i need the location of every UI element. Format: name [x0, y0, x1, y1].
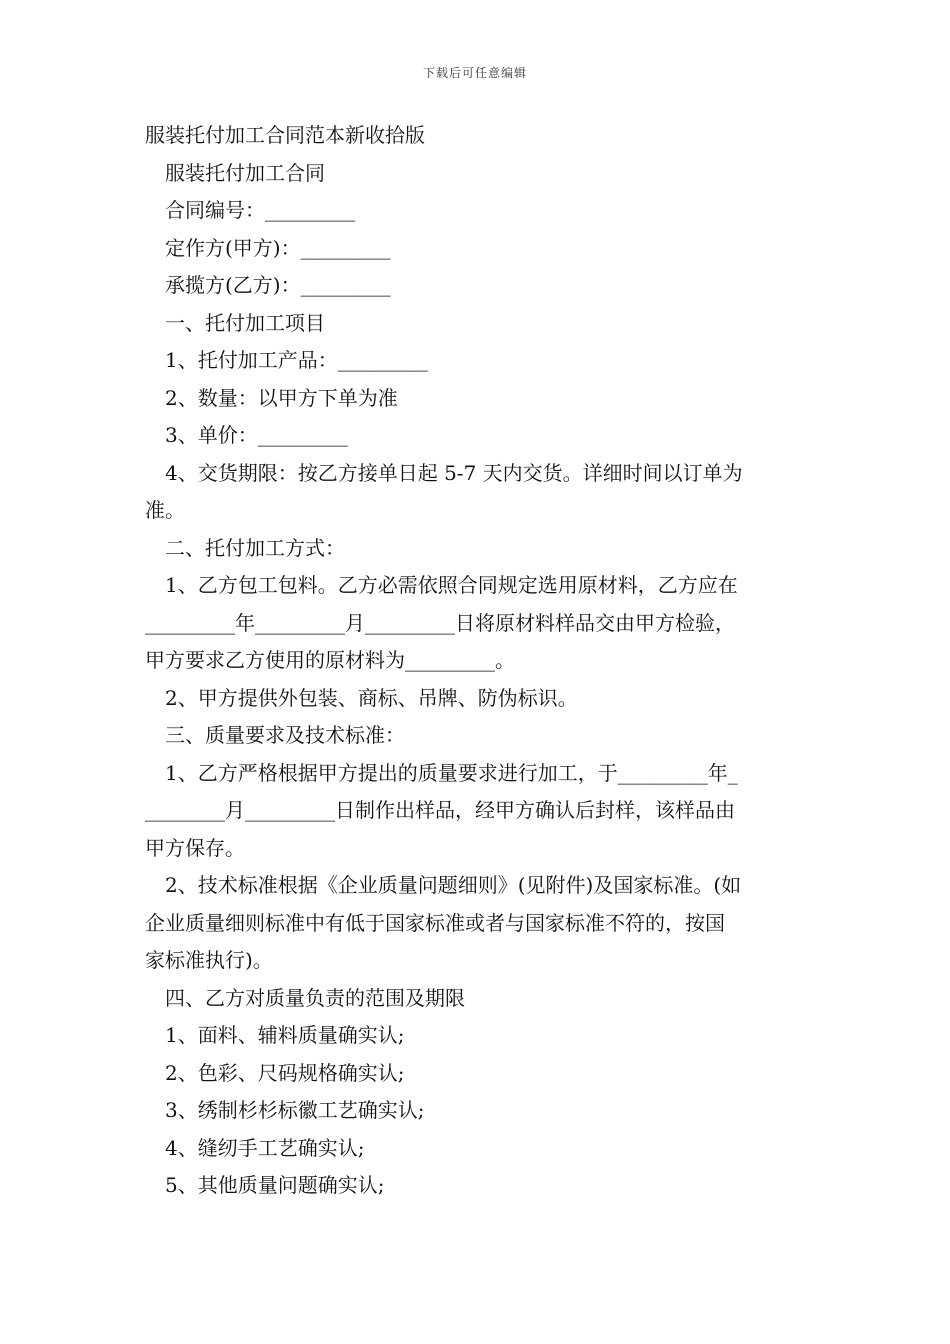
page-header: 下载后可任意编辑: [422, 66, 527, 80]
contract-heading: 服装托付加工合同: [165, 160, 325, 185]
product-line: 1、托付加工产品：_________: [165, 348, 428, 372]
materials-line-1: 1、乙方包工包料。乙方必需依照合同规定选用原材料，乙方应在: [165, 573, 738, 597]
sample-line-2: ________月_________日制作出样品，经甲方确认后封样，该样品由: [145, 798, 735, 822]
section-4-item: 1、面料、辅料质量确实认;: [165, 1023, 405, 1047]
document-title: 服装托付加工合同范本新收拾版: [145, 123, 425, 147]
materials-line-2: _________年_________月_________日将原材料样品交由甲方检验，: [145, 610, 735, 635]
contract-number-line: 合同编号：_________: [165, 198, 355, 222]
standard-paragraph: [145, 867, 810, 980]
delivery-term-line-1: 4、交货期限：按乙方接单日起 5-7 天内交货。详细时间以订单为: [165, 460, 743, 485]
section-3-title: 三、质量要求及技术标准：: [165, 723, 405, 747]
document-body: [145, 117, 810, 1205]
standard-line-2: 企业质量细则标准中有低于国家标准或者与国家标准不符的，按国: [145, 910, 725, 935]
sample-line-1: 1、乙方严格根据甲方提出的质量要求进行加工，于_________年_: [165, 760, 738, 785]
materials-line-3: 甲方要求乙方使用的原材料为_________。: [145, 648, 515, 672]
section-4-item: 4、缝纫手工艺确实认;: [165, 1135, 365, 1160]
section-4-title: 四、乙方对质量负责的范围及期限: [165, 985, 465, 1010]
unit-price-line: 3、单价：_________: [165, 423, 348, 447]
standard-line-1: 2、技术标准根据《企业质量问题细则》(见附件)及国家标准。(如: [165, 873, 742, 897]
delivery-term-line-2: 准。: [145, 498, 185, 522]
section-4-item: 3、绣制杉杉标徽工艺确实认;: [165, 1098, 425, 1122]
sample-paragraph: [145, 755, 810, 868]
section-2-title: 二、托付加工方式：: [165, 535, 345, 560]
delivery-term-paragraph: [145, 455, 810, 530]
quantity-line: 2、数量：以甲方下单为准: [165, 385, 398, 410]
section-1-title: 一、托付加工项目: [165, 310, 325, 335]
sample-line-3: 甲方保存。: [145, 835, 245, 860]
packaging-paragraph: 2、甲方提供外包装、商标、吊牌、防伪标识。: [165, 685, 578, 710]
materials-paragraph: [145, 567, 810, 680]
party-a-line: 定作方(甲方)：_________: [165, 235, 391, 260]
standard-line-3: 家标准执行)。: [145, 948, 273, 972]
party-b-line: 承揽方(乙方)：_________: [165, 273, 391, 297]
section-4-item: 5、其他质量问题确实认;: [165, 1173, 385, 1197]
section-4-item: 2、色彩、尺码规格确实认;: [165, 1060, 405, 1085]
